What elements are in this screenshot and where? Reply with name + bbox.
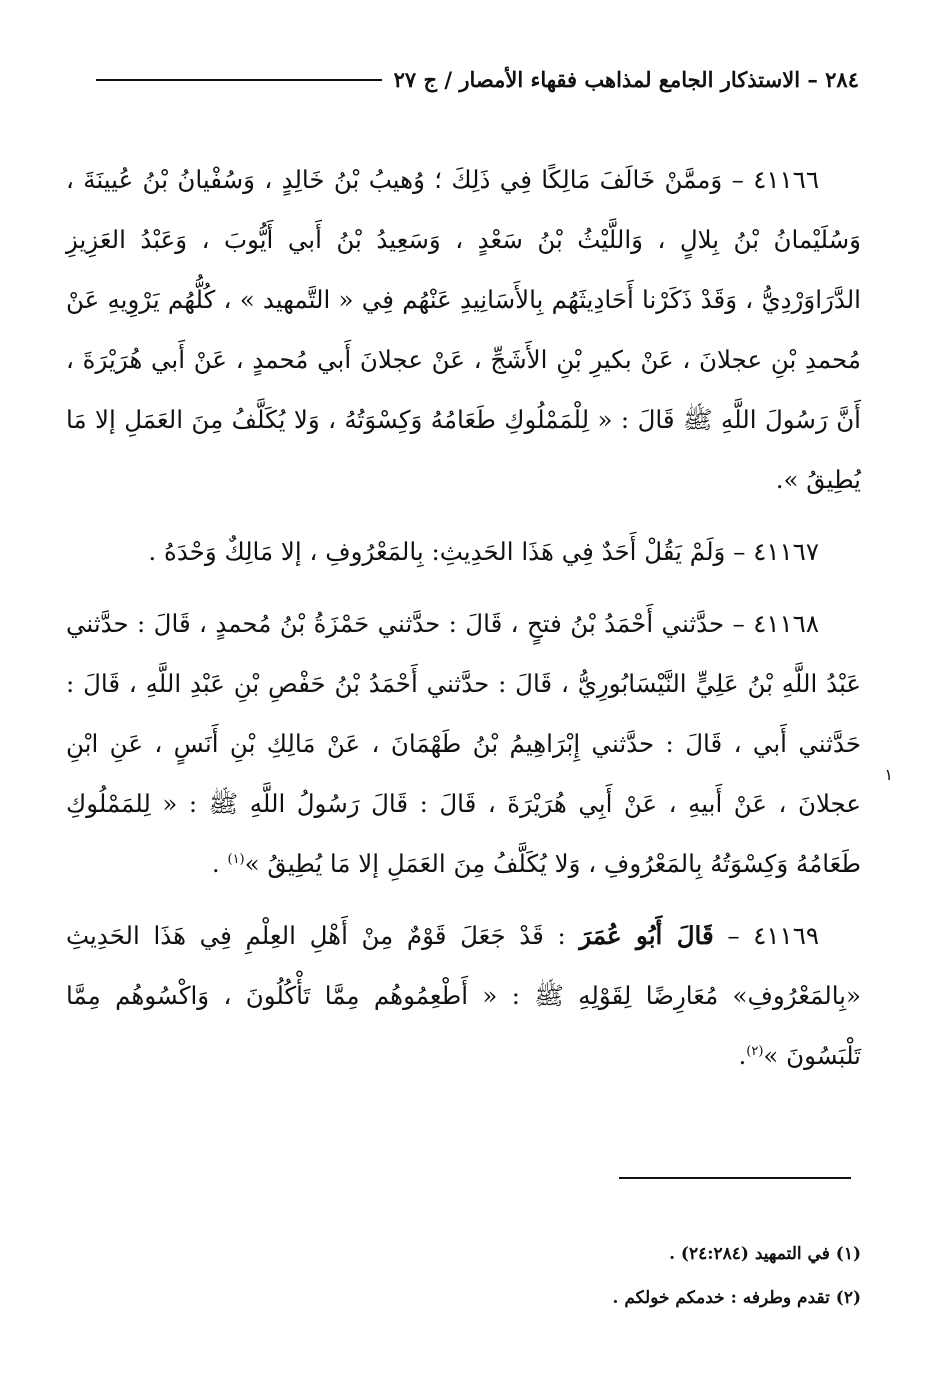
paragraph-41166: [66, 150, 861, 510]
main-text: [66, 150, 861, 1086]
page-header: [96, 62, 859, 96]
paragraph-41167: [66, 522, 861, 582]
paragraph-text: : قَدْ جَعَلَ قَوْمٌ مِنْ أَهْلِ العِلْمِ فِي هَذَا الحَدِيثِ «بِالمَعْرُوفِ» مُعَارِضًا لِقَوْلِهِ ﷺ : « أَطْعِمُوهُم مِمَّا تَأْكُلُونَ ، وَاكْسُوهُم مِمَّا تَلْبَسُونَ »: [66, 921, 861, 1070]
paragraph-text: ٤١١٦٦ – وَممَّنْ خَالَفَ مَالِكًا فِي ذَلِكَ ؛ وُهيبُ بْنُ خَالِدٍ ، وَسُفْيانُ بْنُ عُيينَةَ ، وَسُلَيْمانُ بْنُ بِلالٍ ، وَاللَّيْثُ بْنُ سَعْدٍ ، وَسَعِيدُ بْنُ أَبي أَيُّوبَ ، وَعَبْدُ العَزِيزِ الدَّرَاوَرْدِيُّ ، وَقَدْ ذَكَرْنا أَحَادِيثَهُم بِالأَسَانِيدِ عَنْهُم فِي « التَّمهيد » ، كُلُّهُم يَرْوِيهِ عَنْ مُحمدِ بْنِ عجلانَ ، عَنْ بكيرِ بْنِ الأَشَجِّ ، عَنْ عجلانَ أَبي مُحمدٍ ، عَنْ أَبي هُرَيْرَةَ ، أَنَّ رَسُولَ اللَّهِ ﷺ قَالَ : « لِلْمَمْلُوكِ طَعَامُهُ وَكِسْوَتُهُ ، وَلا يُكَلَّفُ مِنَ العَمَلِ إلا مَا يُطِيقُ ».: [66, 165, 861, 494]
paragraph-text: ٤١١٦٨ – حدَّثني أَحْمَدُ بْنُ فتحٍ ، قَالَ : حدَّثني حَمْزَةُ بْنُ مُحمدٍ ، قَالَ : حدَّثني عَبْدُ اللَّهِ بْنُ عَلِيٍّ النَّيْسَابُورِيُّ ، قَالَ : حدَّثني أَحْمَدُ بْنُ حَفْصِ بْنِ عَبْدِ اللَّهِ ، قَالَ : حَدَّثني أَبي ، قَالَ : حدَّثني إِبْرَاهِيمُ بْنُ طَهْمَانَ ، عَنْ مَالِكِ بْنِ أَنَسٍ ، عَنِ ابْنِ عجلانَ ، عَنْ أَبيهِ ، عَنْ أَبِي هُرَيْرَةَ ، قَالَ : قَالَ رَسُولُ اللَّهِ ﷺ : « لِلمَمْلُوكِ طَعَامُهُ وَكِسْوَتُهُ بِالمَعْرُوفِ ، وَلا يُكَلَّفُ مِنَ العَمَلِ إلا مَا يُطِيقُ »: [66, 609, 861, 878]
footnote-2: (٢) تقدم وطرفه : خدمكم خولكم .: [612, 1288, 861, 1308]
paragraph-text-end: .: [738, 1041, 747, 1070]
speaker-name: قَالَ أَبُو عُمَرَ: [579, 921, 714, 950]
paragraph-41169: [66, 906, 861, 1086]
paragraph-text-end: .: [211, 849, 228, 878]
running-title: ٢٨٤ – الاستذكار الجامع لمذاهب فقهاء الأمصار / ج ٢٧: [393, 66, 859, 92]
footnotes: [66, 1232, 861, 1320]
footnote-ref-1[interactable]: (١): [227, 851, 245, 867]
paragraph-41168: [66, 594, 861, 894]
header-rule: [96, 79, 382, 81]
footnote-1: (١) في التمهيد (٢٤:٢٨٤) .: [669, 1244, 861, 1264]
margin-mark: ١: [884, 765, 893, 784]
paragraph-lead: ٤١١٦٩ –: [713, 921, 820, 950]
paragraph-text: ٤١١٦٧ – وَلَمْ يَقُلْ أَحَدٌ فِي هَذَا الحَدِيثِ: بِالمَعْرُوفِ ، إلا مَالِكٌ وَحْدَهُ .: [148, 537, 819, 566]
footnote-separator: [619, 1177, 851, 1179]
footnote-ref-2[interactable]: (٢): [746, 1043, 764, 1059]
